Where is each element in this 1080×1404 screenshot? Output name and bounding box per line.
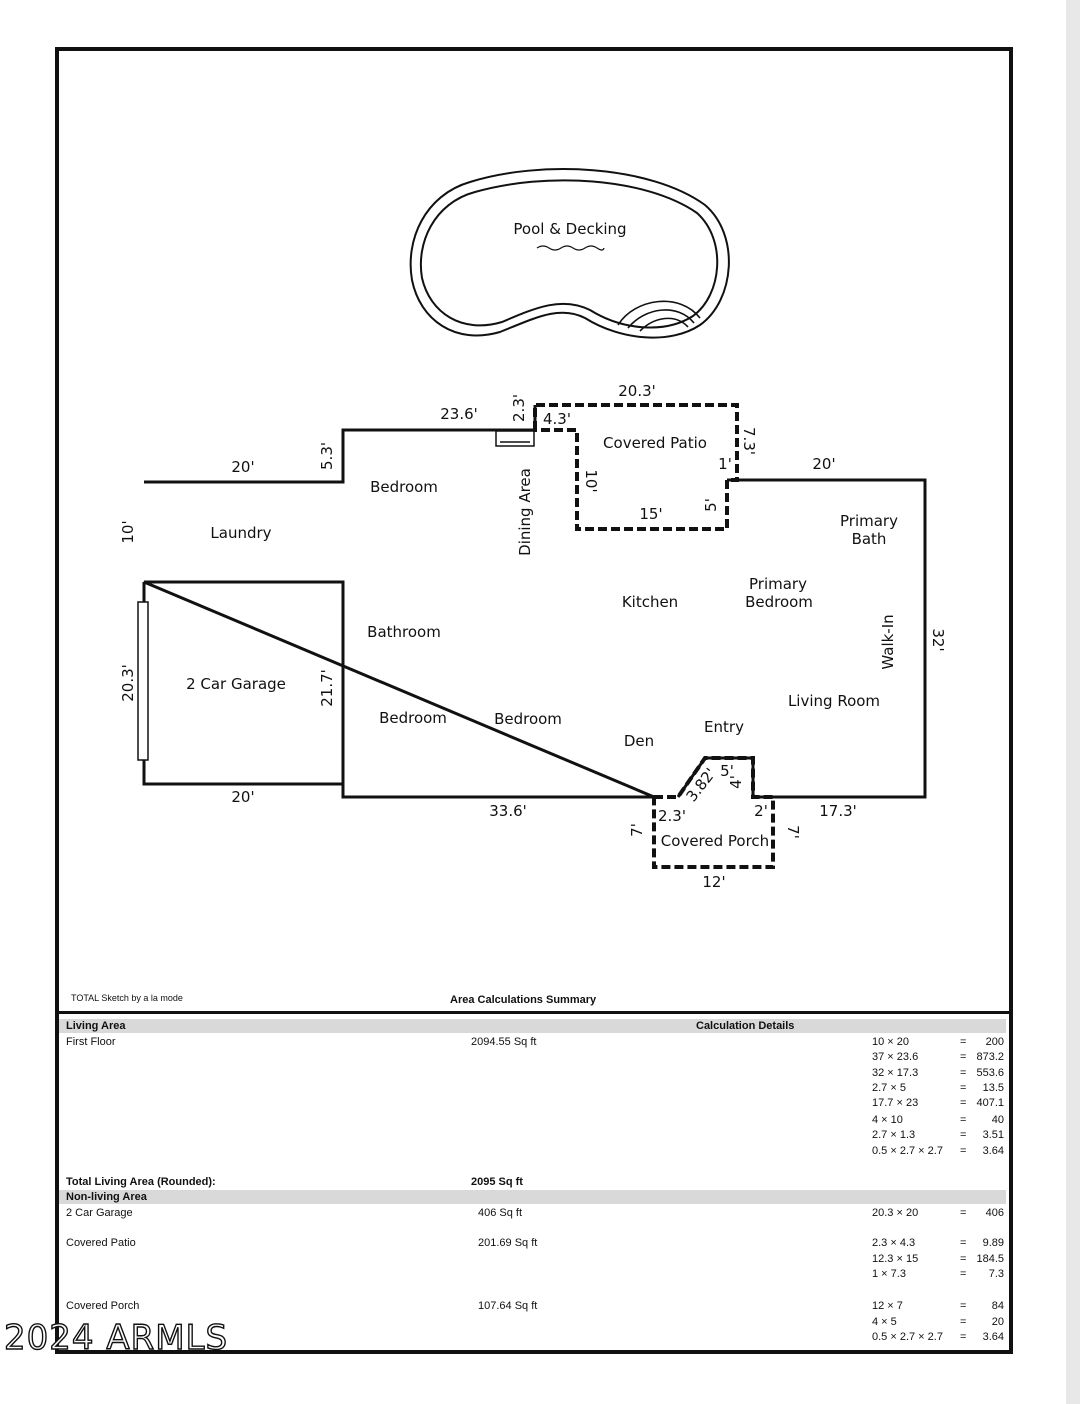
patio-label: Covered Patio (66, 1237, 136, 1249)
room-laundry: Laundry (210, 524, 272, 542)
porch-area: 107.64 Sq ft (478, 1300, 538, 1312)
room-covered-patio: Covered Patio (603, 434, 707, 452)
porch-label: Covered Porch (66, 1300, 140, 1312)
dim-label: 23.6' (440, 405, 478, 423)
dim-label: 1' (718, 455, 732, 473)
calc-row: 2.7 × 5 = 13.5 (872, 1082, 1004, 1094)
dim-label: 7' (784, 825, 802, 839)
dim-label: 2.3' (658, 807, 686, 825)
dim-label: 10' (119, 520, 137, 544)
summary-title: Area Calculations Summary (450, 994, 597, 1006)
dim-label: 32' (929, 628, 947, 652)
fireplace (496, 431, 534, 446)
pool (411, 169, 729, 338)
dim-label: 4' (727, 775, 745, 789)
dim-label: 33.6' (489, 802, 527, 820)
room-primary-bath-1: Primary (840, 512, 898, 530)
dim-label: 2.3' (510, 394, 528, 422)
room-covered-porch: Covered Porch (660, 832, 770, 850)
room-bedroom-left: Bedroom (379, 709, 447, 727)
room-walk-in: Walk-In (879, 614, 897, 670)
calc-row: 12 × 7 = 84 (872, 1300, 1004, 1312)
dim-label: 17.3' (819, 802, 857, 820)
dim-label: 20' (231, 788, 255, 806)
total-living-value: 2095 Sq ft (471, 1176, 523, 1188)
sketch-credit: TOTAL Sketch by a la mode (71, 993, 183, 1003)
calc-row: 0.5 × 2.7 × 2.7 = 3.64 (872, 1331, 1004, 1343)
room-bedroom-mid: Bedroom (494, 710, 562, 728)
room-den: Den (623, 732, 655, 750)
dim-label: 15' (639, 505, 663, 523)
dim-label: 7.3' (740, 427, 758, 455)
room-bathroom: Bathroom (367, 623, 441, 641)
calc-row: 2.3 × 4.3 = 9.89 (872, 1237, 1004, 1249)
room-bedroom-top: Bedroom (370, 478, 438, 496)
calc-row: 32 × 17.3 = 553.6 (872, 1067, 1004, 1079)
area-summary-table (59, 1011, 1009, 1343)
first-floor-label: First Floor (66, 1036, 116, 1048)
nonliving-band (59, 1190, 1006, 1204)
dim-label: 20' (231, 458, 255, 476)
calc-row: 1 × 7.3 = 7.3 (872, 1268, 1004, 1280)
dim-label: 20.3' (119, 664, 137, 702)
living-header: Living Area (66, 1020, 126, 1032)
total-living-label: Total Living Area (Rounded): (66, 1176, 216, 1188)
dim-label: 20' (812, 455, 836, 473)
calc-row: 4 × 5 = 20 (872, 1316, 1004, 1328)
calc-row: 20.3 × 20 = 406 (872, 1207, 1004, 1219)
calc-row: 17.7 × 23 = 407.1 (872, 1097, 1004, 1109)
dim-label: 2' (754, 802, 768, 820)
calc-row: 4 × 10 = 40 (872, 1114, 1004, 1126)
garage-area: 406 Sq ft (478, 1207, 523, 1219)
dim-label: 20.3' (618, 382, 656, 400)
patio-area: 201.69 Sq ft (478, 1237, 538, 1249)
dim-label: 4.3' (543, 410, 571, 428)
watermark: 2024 ARMLS (4, 1318, 229, 1358)
room-dining-area: Dining Area (516, 468, 534, 556)
calc-row: 0.5 × 2.7 × 2.7 = 3.64 (872, 1145, 1004, 1157)
garage-door (138, 602, 148, 760)
calc-row: 2.7 × 1.3 = 3.51 (872, 1129, 1004, 1141)
dim-label: 3.82' (682, 764, 720, 806)
calc-row: 12.3 × 15 = 184.5 (872, 1253, 1004, 1265)
dim-label: 5' (702, 498, 720, 512)
dim-label: 10' (582, 469, 600, 493)
nonliving-header: Non-living Area (66, 1191, 147, 1203)
dim-label: 7' (628, 823, 646, 837)
room-entry: Entry (704, 718, 744, 736)
first-floor-area: 2094.55 Sq ft (471, 1036, 537, 1048)
garage-label: 2 Car Garage (66, 1207, 133, 1219)
room-kitchen: Kitchen (621, 593, 679, 611)
room-garage: 2 Car Garage (186, 675, 286, 693)
room-primary-bedroom-2: Bedroom (745, 593, 813, 611)
details-header: Calculation Details (696, 1020, 795, 1032)
dim-label: 21.7' (318, 669, 336, 707)
dim-label: 5' (720, 762, 734, 780)
dim-label: 5.3' (318, 442, 336, 470)
calc-row: 10 × 20 = 200 (872, 1036, 1004, 1048)
pool-label: Pool & Decking (513, 220, 627, 238)
room-living-room: Living Room (787, 692, 881, 710)
room-primary-bath-2: Bath (851, 530, 887, 548)
dim-label: 12' (702, 873, 726, 891)
room-primary-bedroom-1: Primary (749, 575, 807, 593)
living-band (59, 1019, 1006, 1033)
calc-row: 37 × 23.6 = 873.2 (872, 1051, 1004, 1063)
